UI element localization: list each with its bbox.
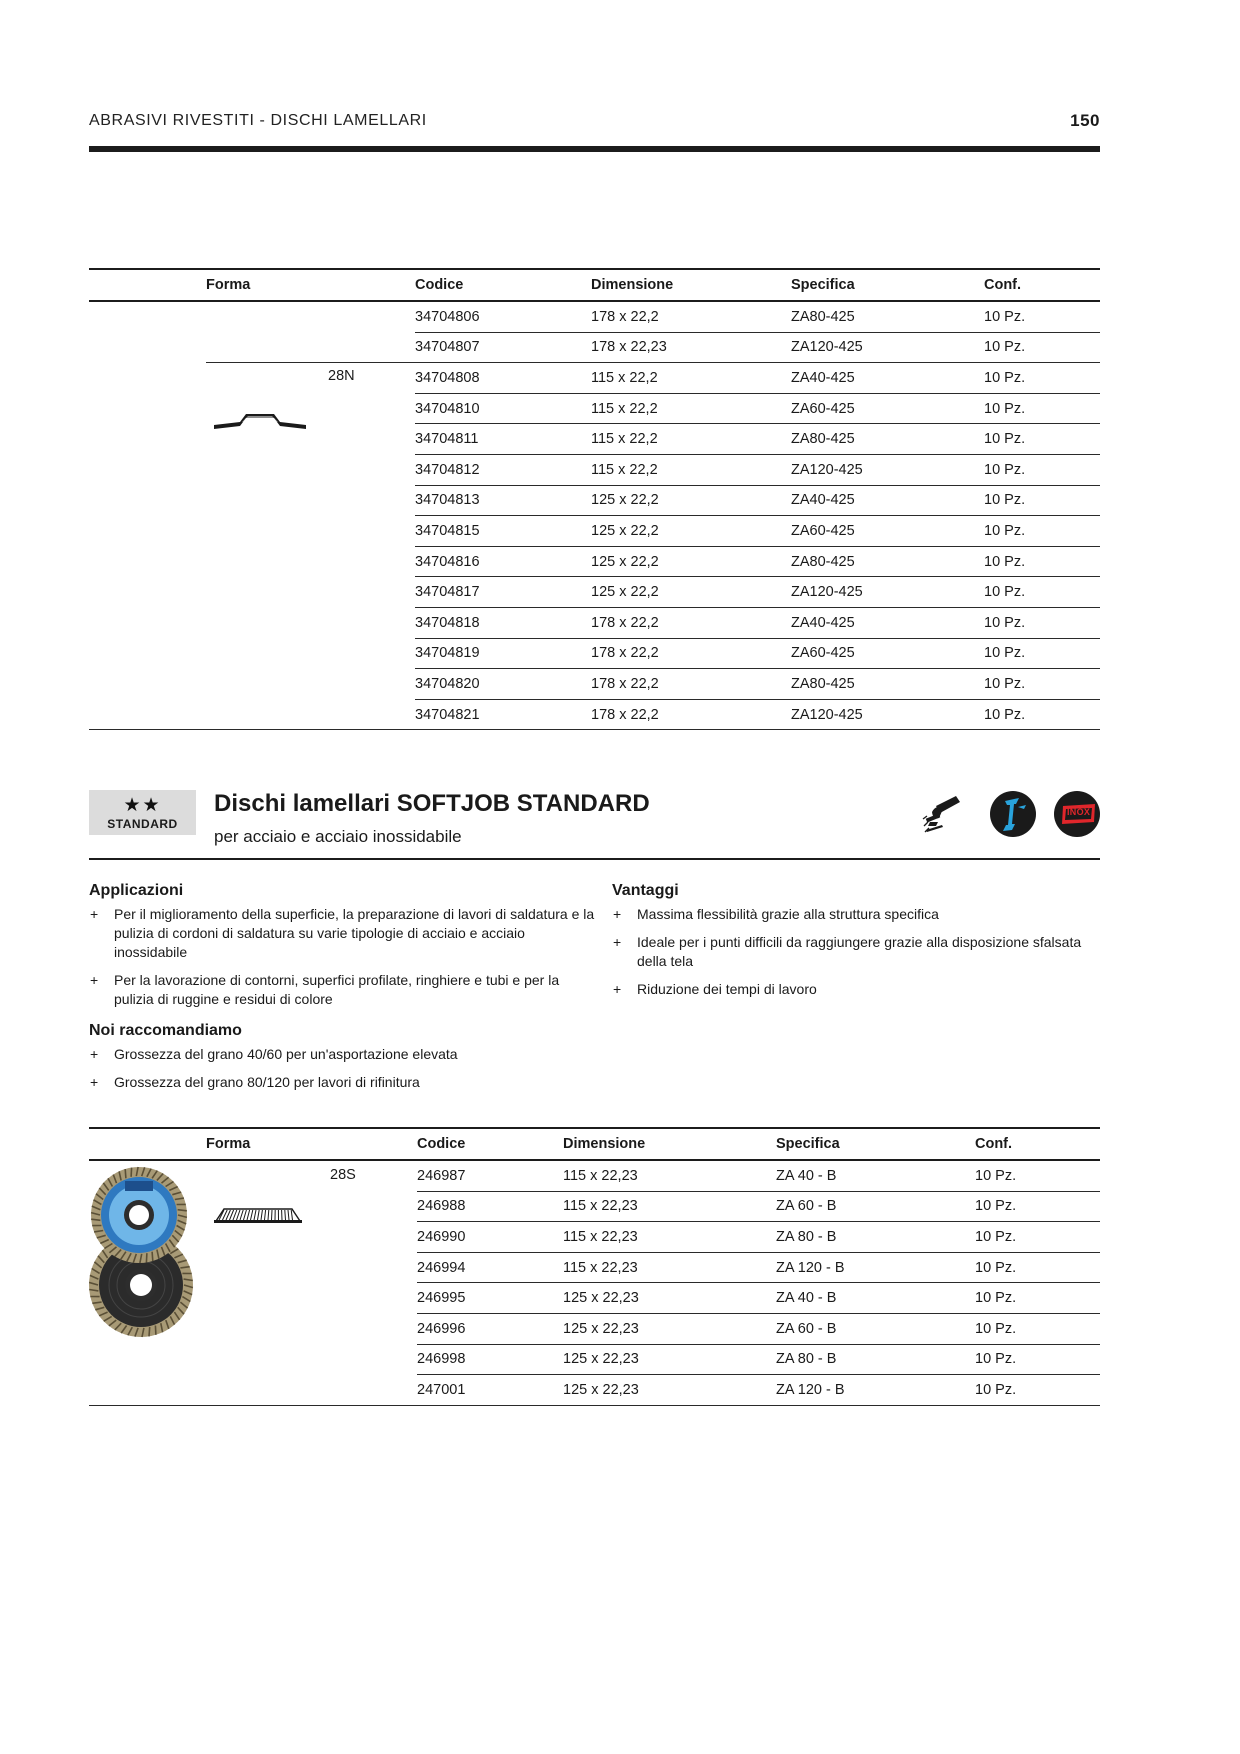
angle-grinder-icon: [922, 792, 968, 838]
spec-cell: ZA60-425: [791, 516, 984, 547]
col-header-dimensione: Dimensione: [591, 269, 791, 301]
col-header-dimensione: Dimensione: [563, 1128, 776, 1160]
dimension-cell: 125 x 22,2: [591, 546, 791, 577]
code-cell: 34704806: [415, 301, 591, 332]
conf-cell: 10 Pz.: [984, 607, 1100, 638]
code-cell: 246998: [417, 1344, 563, 1375]
spec-cell: ZA120-425: [791, 577, 984, 608]
dimension-cell: 125 x 22,23: [563, 1313, 776, 1344]
spec-cell: ZA80-425: [791, 301, 984, 332]
section-rule: [89, 858, 1100, 860]
spec-cell: ZA 80 - B: [776, 1222, 975, 1253]
code-cell: 34704813: [415, 485, 591, 516]
spec-cell: ZA 120 - B: [776, 1252, 975, 1283]
spec-cell: ZA40-425: [791, 485, 984, 516]
steel-material-icon: [990, 791, 1036, 837]
dimension-cell: 125 x 22,23: [563, 1375, 776, 1406]
code-cell: 247001: [417, 1375, 563, 1406]
conf-cell: 10 Pz.: [975, 1252, 1100, 1283]
conf-cell: 10 Pz.: [984, 363, 1100, 394]
conf-cell: 10 Pz.: [984, 699, 1100, 730]
dimension-cell: 125 x 22,23: [563, 1283, 776, 1314]
dimension-cell: 115 x 22,2: [591, 454, 791, 485]
spec-cell: ZA80-425: [791, 546, 984, 577]
spec-cell: ZA 60 - B: [776, 1313, 975, 1344]
advantage-item: + Ideale per i punti difficili da raggiungere grazie alla disposizione sfalsata della tela: [612, 933, 1100, 971]
application-item: + Per il miglioramento della superficie, la preparazione di lavori di saldatura e la pulizia di cordoni di saldatura su varie tipologie di acciaio e acciaio inossidabile: [89, 905, 599, 962]
dimension-cell: 178 x 22,23: [591, 332, 791, 363]
conf-cell: 10 Pz.: [984, 424, 1100, 455]
flap-disc-profile-28s-icon: [212, 1205, 304, 1225]
conf-cell: 10 Pz.: [984, 516, 1100, 547]
table-header-row: [89, 1128, 1100, 1160]
col-header-codice: Codice: [417, 1128, 563, 1160]
code-cell: 34704818: [415, 607, 591, 638]
page-header: [89, 112, 1100, 152]
conf-cell: 10 Pz.: [984, 577, 1100, 608]
section-title: ABRASIVI RIVESTITI - DISCHI LAMELLARI: [89, 112, 427, 129]
dimension-cell: 125 x 22,2: [591, 577, 791, 608]
conf-cell: 10 Pz.: [975, 1375, 1100, 1406]
conf-cell: 10 Pz.: [984, 332, 1100, 363]
col-header-specifica: Specifica: [791, 269, 984, 301]
recommendations-list: [89, 1045, 599, 1092]
dimension-cell: 178 x 22,2: [591, 669, 791, 700]
conf-cell: 10 Pz.: [975, 1222, 1100, 1253]
code-cell: 246988: [417, 1191, 563, 1222]
forma-label: 28S: [330, 1167, 356, 1183]
product-subtitle: per acciaio e acciaio inossidabile: [214, 827, 462, 846]
conf-cell: 10 Pz.: [984, 485, 1100, 516]
dimension-cell: 125 x 22,23: [563, 1344, 776, 1375]
advantage-item: + Massima flessibilità grazie alla struttura specifica: [612, 905, 1100, 924]
col-header-codice: Codice: [415, 269, 591, 301]
code-cell: 34704810: [415, 393, 591, 424]
product-table-28n: [89, 268, 1100, 730]
star-rating-icon: ★★: [123, 795, 162, 816]
code-cell: 246995: [417, 1283, 563, 1314]
dimension-cell: 125 x 22,2: [591, 485, 791, 516]
spec-cell: ZA120-425: [791, 332, 984, 363]
spec-cell: ZA120-425: [791, 699, 984, 730]
table-header-row: [89, 269, 1100, 301]
inox-label: INOX: [1067, 807, 1091, 817]
header-spacer: [89, 269, 206, 301]
applications-list: [89, 905, 599, 1009]
code-cell: 34704819: [415, 638, 591, 669]
product-title: Dischi lamellari SOFTJOB STANDARD: [214, 790, 650, 817]
forma-shape-cell: [206, 1160, 417, 1405]
col-header-specifica: Specifica: [776, 1128, 975, 1160]
spec-cell: ZA40-425: [791, 607, 984, 638]
dimension-cell: 115 x 22,23: [563, 1191, 776, 1222]
application-item: + Per la lavorazione di contorni, superfici profilate, ringhiere e tubi e per la pulizia di ruggine e residui di colore: [89, 971, 599, 1009]
code-cell: 34704815: [415, 516, 591, 547]
code-cell: 34704816: [415, 546, 591, 577]
dimension-cell: 115 x 22,2: [591, 393, 791, 424]
forma-image-cell: [89, 1160, 206, 1405]
application-icons: [920, 790, 1100, 840]
conf-cell: 10 Pz.: [984, 669, 1100, 700]
table-row: [89, 301, 1100, 332]
conf-cell: 10 Pz.: [975, 1313, 1100, 1344]
forma-label: 28N: [328, 368, 355, 384]
dimension-cell: 115 x 22,23: [563, 1160, 776, 1191]
conf-cell: 10 Pz.: [984, 454, 1100, 485]
conf-cell: 10 Pz.: [984, 393, 1100, 424]
spec-cell: ZA40-425: [791, 363, 984, 394]
dimension-cell: 125 x 22,2: [591, 516, 791, 547]
recommendation-item: + Grossezza del grano 40/60 per un'asportazione elevata: [89, 1045, 599, 1064]
dimension-cell: 115 x 22,2: [591, 424, 791, 455]
conf-cell: 10 Pz.: [975, 1160, 1100, 1191]
code-cell: 34704807: [415, 332, 591, 363]
recommendation-item: + Grossezza del grano 80/120 per lavori di rifinitura: [89, 1073, 599, 1092]
flap-disc-profile-28n-icon: [212, 408, 308, 432]
dimension-cell: 178 x 22,2: [591, 699, 791, 730]
col-header-forma: Forma: [206, 269, 415, 301]
conf-cell: 10 Pz.: [975, 1344, 1100, 1375]
code-cell: 34704811: [415, 424, 591, 455]
code-cell: 34704817: [415, 577, 591, 608]
applications-section: [89, 882, 599, 1018]
advantages-list: [612, 905, 1100, 999]
advantage-item: + Riduzione dei tempi di lavoro: [612, 980, 1100, 999]
conf-cell: 10 Pz.: [975, 1283, 1100, 1314]
spec-cell: ZA120-425: [791, 454, 984, 485]
table-row: [89, 1160, 1100, 1191]
spec-cell: ZA 40 - B: [776, 1283, 975, 1314]
spec-cell: ZA60-425: [791, 393, 984, 424]
dimension-cell: 115 x 22,23: [563, 1252, 776, 1283]
code-cell: 246994: [417, 1252, 563, 1283]
col-header-forma: Forma: [206, 1128, 417, 1160]
code-cell: 246987: [417, 1160, 563, 1191]
advantages-heading: Vantaggi: [612, 882, 679, 899]
spec-cell: ZA 40 - B: [776, 1160, 975, 1191]
product-table-28s: [89, 1127, 1100, 1406]
applications-heading: Applicazioni: [89, 882, 184, 899]
forma-image-cell: [89, 301, 206, 730]
col-header-conf: Conf.: [984, 269, 1100, 301]
code-cell: 34704821: [415, 699, 591, 730]
badge-label: STANDARD: [107, 817, 178, 831]
standard-badge: [89, 790, 196, 835]
col-header-conf: Conf.: [975, 1128, 1100, 1160]
conf-cell: 10 Pz.: [984, 638, 1100, 669]
dimension-cell: 178 x 22,2: [591, 301, 791, 332]
code-cell: 246996: [417, 1313, 563, 1344]
header-rule: [89, 146, 1100, 152]
code-cell: 246990: [417, 1222, 563, 1253]
header-spacer: [89, 1128, 206, 1160]
dimension-cell: 178 x 22,2: [591, 607, 791, 638]
flap-disc-photo: [89, 1165, 201, 1341]
code-cell: 34704808: [415, 363, 591, 394]
forma-shape-cell: [206, 301, 415, 730]
spec-cell: ZA 80 - B: [776, 1344, 975, 1375]
code-cell: 34704820: [415, 669, 591, 700]
spec-cell: ZA80-425: [791, 424, 984, 455]
conf-cell: 10 Pz.: [984, 546, 1100, 577]
dimension-cell: 115 x 22,2: [591, 363, 791, 394]
spec-cell: ZA80-425: [791, 669, 984, 700]
spec-cell: ZA 60 - B: [776, 1191, 975, 1222]
spec-cell: ZA60-425: [791, 638, 984, 669]
dimension-cell: 178 x 22,2: [591, 638, 791, 669]
recommendations-section: [89, 1022, 599, 1101]
inox-material-icon: [1054, 791, 1100, 837]
code-cell: 34704812: [415, 454, 591, 485]
conf-cell: 10 Pz.: [984, 301, 1100, 332]
recommendations-heading: Noi raccomandiamo: [89, 1022, 242, 1039]
dimension-cell: 115 x 22,23: [563, 1222, 776, 1253]
spec-cell: ZA 120 - B: [776, 1375, 975, 1406]
advantages-section: [612, 882, 1100, 1008]
page-number: 150: [1070, 111, 1100, 130]
conf-cell: 10 Pz.: [975, 1191, 1100, 1222]
